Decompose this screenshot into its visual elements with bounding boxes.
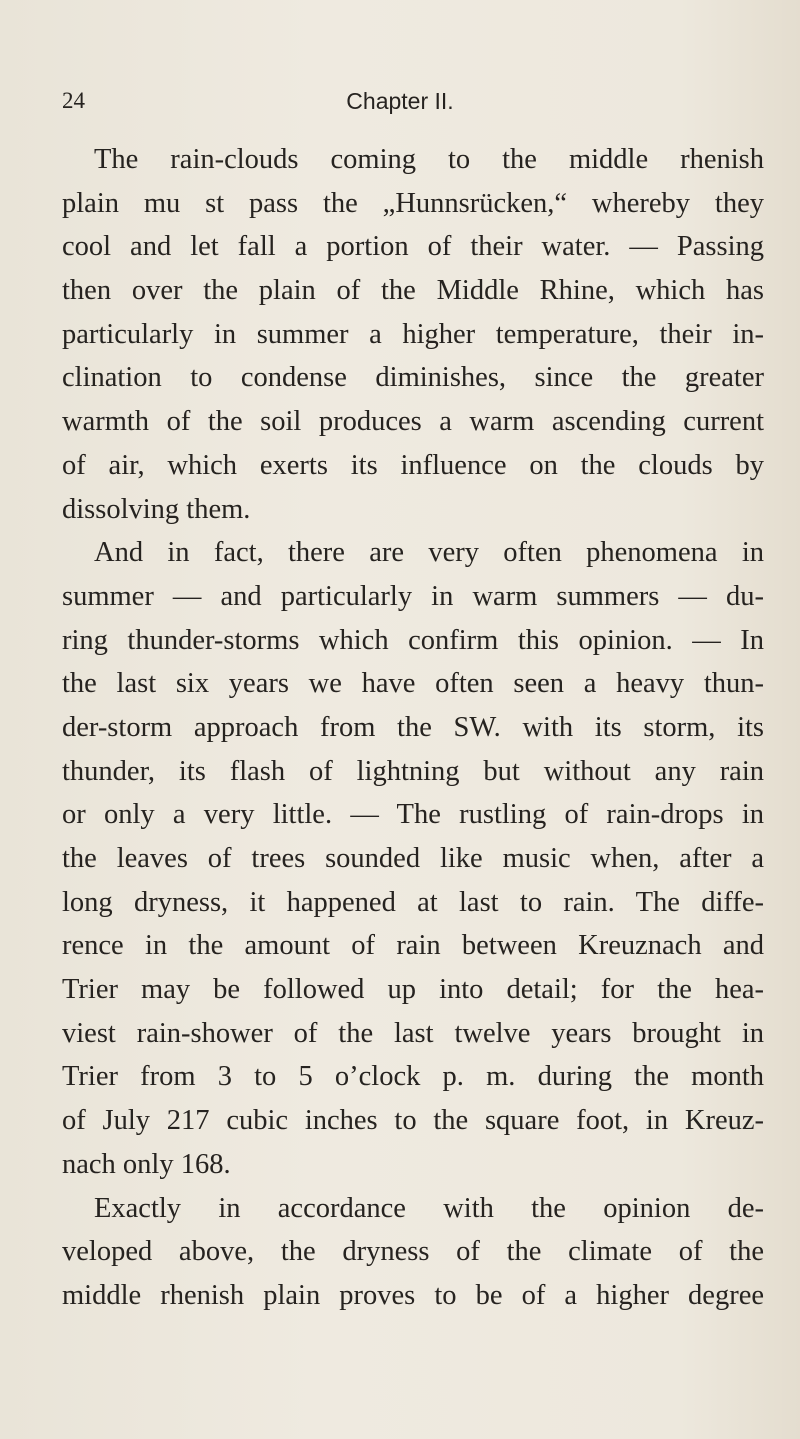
text-line: of July 217 cubic inches to the square foot, in Kreuz-: [62, 1105, 764, 1137]
text-line: thunder, its flash of lightning but without any rain: [62, 755, 764, 787]
text-line: particularly in summer a higher temperature, their in-: [62, 318, 764, 350]
text-line: plain mu st pass the „Hunnsrücken,“ whereby they: [62, 187, 764, 219]
text-line: Exactly in accordance with the opinion de-: [94, 1192, 764, 1224]
text-line: veloped above, the dryness of the climate of the: [62, 1236, 764, 1268]
text-line: summer — and particularly in warm summers — du-: [62, 580, 764, 612]
text-line: warmth of the soil produces a warm ascending current: [62, 406, 764, 438]
text-line: ring thunder-storms which confirm this opinion. — In: [62, 624, 764, 656]
text-line: Trier may be followed up into detail; for the hea-: [62, 974, 764, 1006]
text-line: then over the plain of the Middle Rhine, which has: [62, 275, 764, 307]
text-line: der-storm approach from the SW. with its storm, its: [62, 711, 764, 743]
text-line: Trier from 3 to 5 o’clock p. m. during the month: [62, 1061, 764, 1093]
text-line: clination to condense diminishes, since the greater: [62, 362, 764, 394]
text-line: viest rain-shower of the last twelve years brought in: [62, 1017, 764, 1049]
text-line: long dryness, it happened at last to rain. The diffe-: [62, 886, 764, 918]
text-line: rence in the amount of rain between Kreuznach and: [62, 930, 764, 962]
text-line: nach only 168.: [62, 1148, 231, 1180]
page-header: [0, 88, 800, 118]
body-text: [62, 138, 764, 1318]
text-line: And in fact, there are very often phenomena in: [94, 537, 764, 569]
text-line: middle rhenish plain proves to be of a higher degree: [62, 1279, 764, 1311]
text-line: the last six years we have often seen a heavy thun-: [62, 668, 764, 700]
text-line: of air, which exerts its influence on the clouds by: [62, 449, 764, 481]
text-line: the leaves of trees sounded like music when, after a: [62, 843, 764, 874]
text-line: dissolving them.: [62, 493, 251, 525]
text-line: cool and let fall a portion of their water. — Passing: [62, 231, 764, 263]
running-head: Chapter II.: [346, 88, 454, 114]
text-line: or only a very little. — The rustling of rain-drops in: [62, 799, 764, 831]
page-number: 24: [62, 88, 85, 113]
text-line: The rain-clouds coming to the middle rhenish: [94, 144, 764, 175]
